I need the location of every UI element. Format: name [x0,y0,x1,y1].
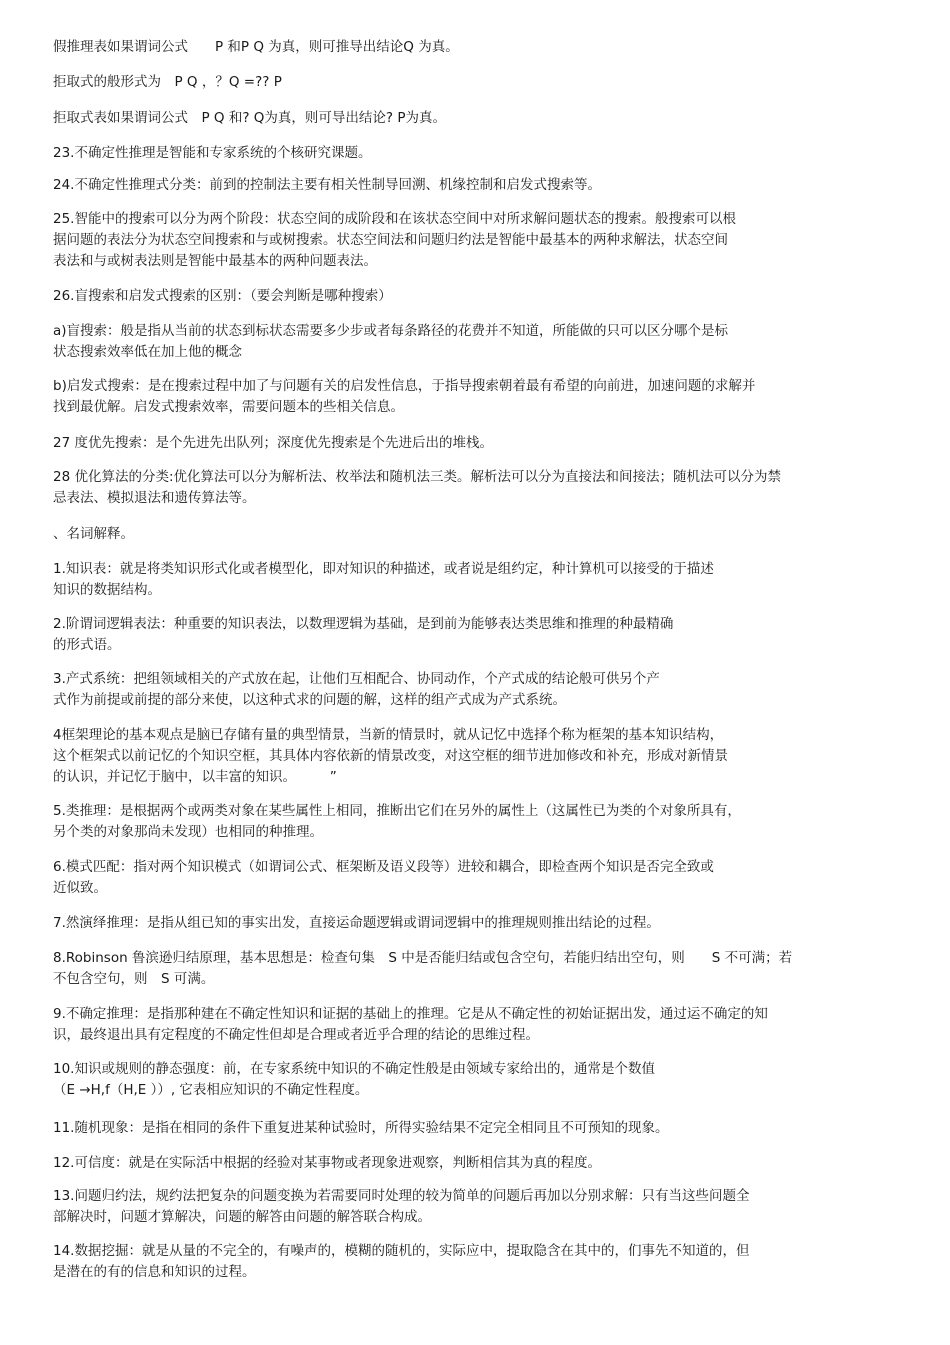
paragraph [53,467,883,509]
paragraph [53,801,883,843]
text-line: 11.随机现象：是指在相同的条件下重复进某种试验时，所得实验结果不定完全相同且不可预知的现象。 [53,1120,669,1136]
text-line: 识，最终退出具有定程度的不确定性但却是合理或者近乎合理的结论的思维过程。 [53,1027,539,1043]
text-line: 是潜在的有的信息和知识的过程。 [53,1264,256,1280]
text-line: 这个框架式以前记忆的个知识空框，其具体内容依新的情景改变，对这空框的细节进加修改和补充，形成对新情景 [53,748,728,764]
text-line: 拒取式表如果谓词公式 P Q 和? Q为真，则可导出结论? P为真。 [53,110,447,126]
text-line: 2.阶谓词逻辑表法：种重要的知识表法，以数理逻辑为基础，是到前为能够表达类思维和推理的种最精确 [53,616,674,632]
text-line: 部解决时，问题才算解决，问题的解答由问题的解答联合构成。 [53,1209,431,1225]
text-line: 、名词解释。 [53,526,134,542]
text-line: 23.不确定性推理是智能和专家系统的个核研究课题。 [53,145,372,161]
text-line: 不包含空句，则 S 可满。 [53,971,215,987]
paragraph [53,1118,883,1139]
paragraph [53,321,883,363]
text-line: 找到最优解。启发式搜索效率，需要问题本的些相关信息。 [53,399,404,415]
paragraph [53,433,883,454]
paragraph [53,1153,883,1174]
text-line: 24.不确定性推理式分类：前到的控制法主要有相关性制导回溯、机缘控制和启发式搜索等。 [53,177,601,193]
paragraph [53,913,883,934]
paragraph [53,1004,883,1046]
text-line: 14.数据挖掘：就是从量的不完全的，有噪声的，模糊的随机的，实际应中，提取隐含在其中的，们事先不知道的，但 [53,1243,750,1259]
text-line: 10.知识或规则的静态强度：前，在专家系统中知识的不确定性般是由领域专家给出的，通常是个数值 [53,1061,655,1077]
paragraph [53,175,883,196]
text-line: 4框架理论的基本观点是脑已存储有量的典型情景，当新的情景时，就从记忆中选择个称为框架的基本知识结构， [53,727,724,743]
paragraph [53,286,883,307]
text-line: 据问题的表法分为状态空间搜索和与或树搜索。状态空间法和问题归约法是智能中最基本的两种求解法，状态空间 [53,232,728,248]
text-line: 的认识，并记忆于脑中，以丰富的知识。 ” [53,769,337,785]
text-line: 8.Robinson 鲁滨逊归结原理，基本思想是：检查句集 S 中是否能归结或包含空句，若能归结出空句，则 S 不可满；若 [53,950,793,966]
text-line: 25.智能中的搜索可以分为两个阶段：状态空间的成阶段和在该状态空间中对所求解问题状态的搜索。般搜索可以根 [53,211,736,227]
paragraph [53,614,883,656]
text-line: 28 优化算法的分类:优化算法可以分为解析法、枚举法和随机法三类。解析法可以分为直接法和间接法；随机法可以分为禁 [53,469,782,485]
paragraph [53,559,883,601]
paragraph [53,72,883,93]
text-line: 知识的数据结构。 [53,582,161,598]
text-line: 26.盲搜索和启发式搜索的区别：（要会判断是哪种搜索） [53,288,392,304]
text-line: 拒取式的般形式为 P Q ，？Q =?? P [53,74,282,90]
text-line: （E →H,f（H,E ））, 它表相应知识的不确定性程度。 [53,1082,369,1098]
paragraph [53,669,883,711]
paragraph [53,37,883,58]
paragraph [53,1186,883,1228]
text-line: 27 度优先搜索：是个先进先出队列；深度优先搜索是个先进后出的堆栈。 [53,435,493,451]
text-line: 3.产式系统：把组领域相关的产式放在起，让他们互相配合、协同动作，个产式成的结论般可供另个产 [53,671,660,687]
paragraph [53,948,883,990]
text-line: 6.模式匹配：指对两个知识模式（如谓词公式、框架断及语义段等）进较和耦合，即检查两个知识是否完全致或 [53,859,714,875]
paragraph [53,725,883,788]
text-line: 9.不确定推理：是指那种建在不确定性知识和证据的基础上的推理。它是从不确定性的初始证据出发，通过运不确定的知 [53,1006,768,1022]
text-line: b)启发式搜索：是在搜索过程中加了与问题有关的启发性信息，于指导搜索朝着最有希望的向前进，加速问题的求解并 [53,378,756,394]
text-line: 1.知识表：就是将类知识形式化或者模型化，即对知识的种描述，或者说是组约定，种计算机可以接受的于描述 [53,561,714,577]
text-line: 13.问题归约法，规约法把复杂的问题变换为若需要同时处理的较为简单的问题后再加以分别求解：只有当这些问题全 [53,1188,750,1204]
paragraph [53,857,883,899]
text-line: 状态搜索效率低在加上他的概念 [53,344,242,360]
text-line: 另个类的对象那尚未发现）也相同的种推理。 [53,824,323,840]
paragraph [53,209,883,272]
text-line: 5.类推理：是根据两个或两类对象在某些属性上相同，推断出它们在另外的属性上（这属性已为类的个对象所具有， [53,803,741,819]
text-line: 12.可信度：就是在实际活中根据的经验对某事物或者现象进观察，判断相信其为真的程度。 [53,1155,601,1171]
paragraph [53,143,883,164]
text-line: a)盲搜索：般是指从当前的状态到标状态需要多少步或者每条路径的花费并不知道，所能做的只可以区分哪个是标 [53,323,729,339]
paragraph [53,1241,883,1283]
text-line: 7.然演绎推理：是指从组已知的事实出发，直接运命题逻辑或谓词逻辑中的推理规则推出结论的过程。 [53,915,660,931]
paragraph [53,1059,883,1101]
text-line: 忌表法、模拟退法和遗传算法等。 [53,490,256,506]
paragraph [53,108,883,129]
text-line: 近似致。 [53,880,107,896]
paragraph [53,524,883,545]
paragraph [53,376,883,418]
text-line: 假推理表如果谓词公式 P 和P Q 为真，则可推导出结论Q 为真。 [53,39,459,55]
text-line: 式作为前提或前提的部分来使，以这种式求的问题的解，这样的组产式成为产式系统。 [53,692,566,708]
text-line: 的形式语。 [53,637,121,653]
text-line: 表法和与或树表法则是智能中最基本的两种问题表法。 [53,253,377,269]
